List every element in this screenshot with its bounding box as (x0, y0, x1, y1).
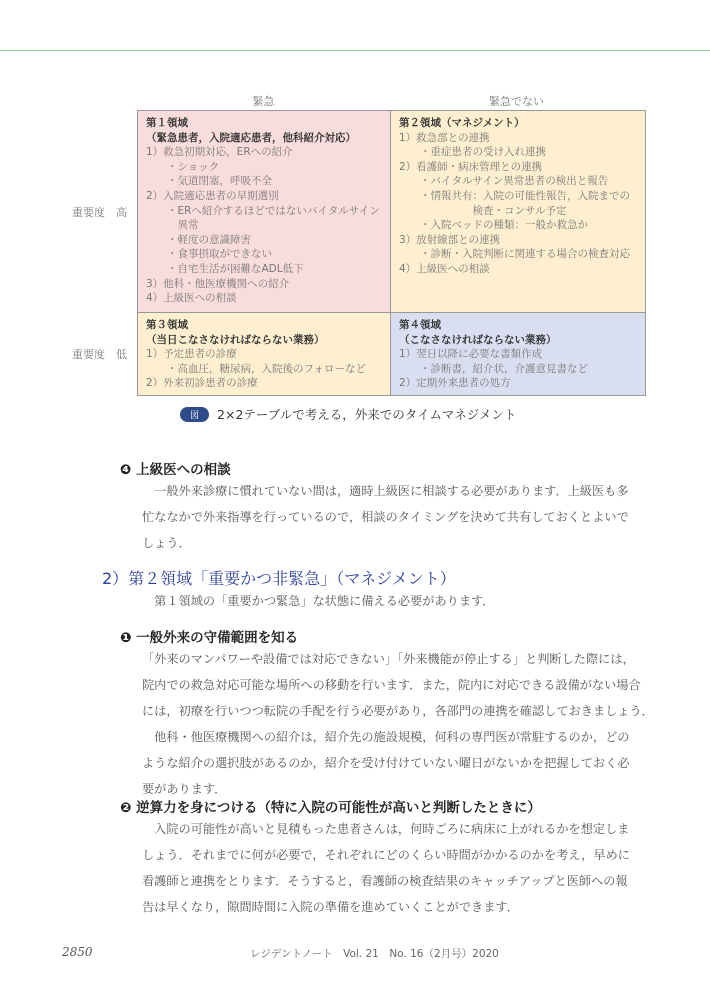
text-line: 第１領域の「重要かつ緊急」な状態に備える必要があります． (142, 594, 495, 608)
paragraph-consult (142, 478, 652, 556)
quadrant-item: 3）他科・他医療機関への紹介 (146, 277, 290, 290)
quadrant-3 (137, 312, 391, 396)
quadrant-title: （当日こなさなければならない業務） (146, 333, 325, 346)
quadrant-item: 1）救急部との連携 (399, 131, 490, 144)
quadrant-4 (390, 312, 646, 396)
header-rule (0, 50, 710, 51)
quadrant-1 (137, 110, 391, 313)
paragraph-section-intro (142, 588, 652, 614)
text-line: 忙ななかで外来指導を行っているので，相談のタイミングを決めて共有しておくとよいで (142, 510, 629, 524)
quadrant-item: 2）入院適応患者の早期選別 (146, 189, 279, 202)
row-header-low: 重要度 低 (72, 348, 127, 361)
column-header-urgent: 緊急 (252, 95, 275, 108)
heading-scope: ❶ 一般外来の守備範囲を知る (120, 630, 299, 646)
page-number: 2850 (62, 945, 93, 959)
quadrant-title: 第２領域（マネジメント） (399, 117, 525, 129)
figure-badge: 図 (180, 407, 209, 422)
footer-journal: レジデントノート Vol. 21 No. 16（2月号）2020 (250, 948, 499, 960)
heading-consult: ❹ 上級医への相談 (120, 462, 231, 478)
quadrant-item: ・気道閉塞，呼吸不全 (146, 175, 272, 188)
quadrant-item: 検査・コンサル予定 (399, 204, 567, 217)
quadrant-item: 2）定期外来患者の処方 (399, 377, 511, 390)
quadrant-item: 4）上級医への相談 (399, 262, 490, 275)
text-line: 告は早くなり，隙間時間に入院の準備を進めていくことができます． (142, 900, 519, 914)
quadrant-item: ・ERへ紹介するほどではないバイタルサイン (146, 204, 380, 217)
heading-backcalc: ❷ 逆算力を身につける（特に入院の可能性が高いと判断したときに） (120, 800, 541, 816)
quadrant-item: 4）上級医への相談 (146, 292, 237, 305)
quadrant-item: ・バイタルサイン異常患者の検出と報告 (399, 175, 609, 188)
quadrant-item: ・食事摂取ができない (146, 248, 272, 261)
quadrant-item: 1）予定患者の診療 (146, 348, 237, 361)
quadrant-item: ・情報共有：入院の可能性報告，入院までの (399, 189, 630, 202)
text-line: 一般外来診療に慣れていない間は，適時上級医に相談する必要があります．上級医も多 (142, 484, 629, 498)
quadrant-item: 1）救急初期対応，ERへの紹介 (146, 146, 293, 159)
quadrant-item: ・診断書，紹介状，介護意見書など (399, 362, 588, 375)
quadrant-item: 2）看護師・病床管理との連携 (399, 160, 543, 173)
section-heading: 2）第２領域「重要かつ非緊急」（マネジメント） (102, 569, 456, 588)
row-header-high: 重要度 高 (72, 206, 127, 219)
text-line: 他科・他医療機関への紹介は，紹介先の施設規模，何科の専門医が常駐するのか，どの (142, 730, 630, 744)
quadrant-item: 1）翌日以降に必要な書類作成 (399, 348, 543, 361)
quadrant-2 (390, 110, 646, 313)
caption-text: 2×2テーブルで考える，外来でのタイムマネジメント (217, 407, 517, 422)
quadrant-item: ・入院ベッドの種類：一般か救急か (399, 219, 588, 232)
quadrant-item: 2）外来初診患者の診療 (146, 377, 258, 390)
quadrant-title: 第４領域 (399, 319, 441, 331)
text-line: 要があります． (142, 782, 227, 796)
text-line: 院内での救急対応可能な場所への移動を行います．また，院内に対応できる設備がない場合 (142, 678, 641, 692)
text-line: 「外来のマンパワーや設備では対応できない」「外来機能が停止する」と判断した際には， (142, 652, 635, 666)
quadrant-item: ・自宅生活が困難なADL低下 (146, 262, 304, 275)
quadrant-item: ・高血圧，糖尿病，入院後のフォローなど (146, 362, 366, 375)
quadrant-title: 第１領域 (146, 117, 188, 129)
quadrant-title: 第３領域 (146, 319, 188, 331)
quadrant-item: ・重症患者の受け入れ連携 (399, 146, 546, 159)
paragraph-backcalc (142, 816, 652, 920)
text-line: ような紹介の選択肢があるのか，紹介を受け付けていない曜日がないかを把握しておく必 (142, 756, 630, 770)
column-header-not-urgent: 緊急でない (489, 95, 544, 108)
quadrant-item: ・ショック (146, 160, 220, 173)
text-line: しょう．それまでに何が必要で，それぞれにどのくらい時間がかかるのかを考え，早めに (142, 848, 630, 862)
quadrant-item: 異常 (146, 219, 199, 232)
text-line: 入院の可能性が高いと見積もった患者さんは，何時ごろに病床に上がれるかを想定しま (142, 822, 630, 836)
quadrant-title: （緊急患者，入院適応患者，他科紹介対応） (146, 131, 356, 144)
paragraph-scope (142, 646, 652, 802)
quadrant-item: 3）放射線部との連携 (399, 233, 501, 246)
quadrant-item: ・診断・入院判断に関連する場合の検査対応 (399, 248, 630, 261)
quadrant-title: （こなさなければならない業務） (399, 333, 557, 346)
figure-caption (180, 405, 516, 423)
text-line: しょう． (142, 536, 191, 550)
text-line: 看護師と連携をとります．そうすると，看護師の検査結果のキャッチアップと医師への報 (142, 874, 628, 888)
quadrant-item: ・軽度の意識障害 (146, 233, 251, 246)
text-line: には，初療を行いつつ転院の手配を行う必要があり，各部門の連携を確認しておきましょう． (142, 704, 654, 718)
